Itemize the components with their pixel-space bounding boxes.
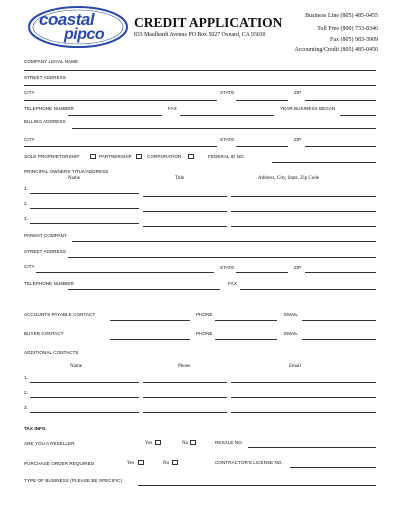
tax-info-heading: TAX INFO.: [24, 426, 47, 431]
owner-1-address[interactable]: [231, 196, 376, 197]
company-logo: [26, 5, 130, 49]
additional-contacts-label: ADDITIONAL CONTACTS: [24, 350, 79, 355]
billing-state-field[interactable]: [236, 146, 288, 147]
buyer-email-label: EMAIL: [284, 331, 299, 336]
contact-3-phone[interactable]: [143, 412, 227, 413]
contact-1-phone[interactable]: [143, 382, 227, 383]
contacts-col-email: Email: [289, 364, 301, 369]
buyer-email-field[interactable]: [302, 339, 376, 340]
parent-state-label: STATE: [220, 265, 235, 270]
city-label: CITY: [24, 90, 35, 95]
fax-label: FAX: [168, 106, 177, 111]
po-no-checkbox[interactable]: [172, 460, 178, 465]
city-field[interactable]: [24, 100, 217, 101]
owners-col-address: Address, City, State, Zip Code: [258, 176, 319, 181]
sole-proprietorship-checkbox[interactable]: [90, 154, 96, 159]
owner-3-title[interactable]: [143, 226, 227, 227]
corporation-label: CORPORATION: [147, 154, 182, 159]
accounting-credit: Accounting/Credit (805) 485-0456: [294, 47, 378, 53]
parent-state-field[interactable]: [236, 272, 288, 273]
contacts-col-name: Name: [70, 364, 82, 369]
buyer-phone-field[interactable]: [215, 339, 277, 340]
parent-street-address-label: STREET ADDRESS: [24, 249, 66, 254]
contact-2-number: 2.: [24, 390, 28, 395]
zip-field[interactable]: [305, 100, 376, 101]
owner-3-number: 3.: [24, 216, 28, 221]
resale-no-label: RESALE NO.: [215, 440, 244, 445]
company-legal-name-label: COMPANY LEGAL NAME: [24, 59, 79, 64]
contact-2-name[interactable]: [30, 397, 139, 398]
federal-id-field[interactable]: [272, 162, 376, 163]
resale-no-field[interactable]: [248, 447, 376, 448]
business-line: Business Line (805) 485-0455: [305, 13, 378, 19]
reseller-no-label: No: [182, 441, 189, 446]
street-address-field[interactable]: [24, 85, 376, 86]
po-required-label: PURCHASE ORDER REQUIRED: [24, 461, 95, 466]
ap-phone-field[interactable]: [215, 320, 277, 321]
contact-3-number: 3.: [24, 405, 28, 410]
po-yes-checkbox[interactable]: [138, 460, 144, 465]
buyer-contact-label: BUYER CONTACT: [24, 331, 64, 336]
street-address-label: STREET ADDRESS: [24, 75, 66, 80]
year-began-label: YEAR BUSINESS BEGAN: [280, 106, 336, 111]
logo-text-pipco: pipco: [64, 26, 105, 43]
parent-city-field[interactable]: [36, 272, 214, 273]
billing-state-label: STATE: [220, 137, 235, 142]
ap-email-label: EMAIL: [284, 312, 299, 317]
buyer-phone-label: PHONE: [196, 331, 213, 336]
reseller-no-checkbox[interactable]: [190, 440, 196, 445]
parent-zip-field[interactable]: [305, 272, 376, 273]
owner-2-number: 2.: [24, 201, 28, 206]
parent-telephone-label: TELEPHONE NUMBER: [24, 281, 74, 286]
fax-number: Fax (805) 983-3909: [330, 37, 378, 43]
po-no-label: No: [163, 461, 170, 466]
owners-col-name: Name: [68, 176, 80, 181]
telephone-field[interactable]: [68, 115, 162, 116]
contact-3-name[interactable]: [30, 412, 139, 413]
type-of-business-label: TYPE OF BUSINESS (PLEASE BE SPECIFIC): [24, 478, 123, 483]
owner-2-address[interactable]: [231, 211, 376, 212]
contractor-license-label: CONTRACTOR'S LICENSE NO.: [215, 460, 283, 465]
owner-1-title[interactable]: [143, 196, 227, 197]
year-began-field[interactable]: [340, 115, 376, 116]
partnership-checkbox[interactable]: [136, 154, 142, 159]
parent-telephone-field[interactable]: [68, 289, 220, 290]
owners-col-title: Title: [175, 176, 185, 181]
company-address: 833 Maulhardt Avenue PO Box 5027 Oxnard, CA 93030: [134, 32, 266, 38]
ap-contact-label: ACCOUNTS PAYABLE CONTACT: [24, 312, 96, 317]
parent-city-label: CITY: [24, 264, 35, 269]
parent-zip-label: ZIP: [294, 265, 302, 270]
partnership-label: PARTNERSHIP: [99, 154, 132, 159]
po-yes-label: Yes: [127, 461, 135, 466]
type-of-business-field[interactable]: [138, 485, 376, 486]
contact-2-email[interactable]: [231, 397, 376, 398]
parent-street-address-field[interactable]: [68, 257, 376, 258]
ap-email-field[interactable]: [302, 320, 376, 321]
corporation-checkbox[interactable]: [188, 154, 194, 159]
buyer-contact-field[interactable]: [110, 339, 190, 340]
ap-phone-label: PHONE: [196, 312, 213, 317]
billing-address-field[interactable]: [72, 128, 376, 129]
toll-free: Toll Free (800) 733-8346: [317, 26, 378, 32]
state-label: STATE: [220, 90, 235, 95]
owner-2-title[interactable]: [143, 211, 227, 212]
parent-company-label: PARENT COMPANY: [24, 233, 68, 238]
owner-1-number: 1.: [24, 186, 28, 191]
owner-2-name[interactable]: [30, 208, 139, 209]
contact-1-email[interactable]: [231, 382, 376, 383]
billing-address-label: BILLING ADDRESS: [24, 119, 66, 124]
parent-company-field[interactable]: [72, 241, 376, 242]
parent-fax-field[interactable]: [240, 289, 376, 290]
reseller-yes-checkbox[interactable]: [155, 440, 161, 445]
federal-id-label: FEDERAL ID NO.: [208, 154, 246, 159]
ap-contact-field[interactable]: [110, 320, 190, 321]
zip-label: ZIP: [294, 90, 302, 95]
owner-3-name[interactable]: [30, 223, 139, 224]
parent-fax-label: FAX: [228, 281, 237, 286]
owner-1-name[interactable]: [30, 193, 139, 194]
contact-2-phone[interactable]: [143, 397, 227, 398]
contact-1-name[interactable]: [30, 382, 139, 383]
contact-3-email[interactable]: [231, 412, 376, 413]
principal-owners-label: PRINCIPAL OWNERS TITLE/ADDRESS: [24, 169, 109, 174]
reseller-yes-label: Yes: [145, 441, 153, 446]
company-legal-name-field[interactable]: [24, 70, 376, 71]
sole-proprietorship-label: SOLE PROPRIETORSHIP: [24, 154, 80, 159]
page-title: CREDIT APPLICATION: [134, 15, 283, 30]
logo-text-coastal: coastal: [39, 10, 95, 29]
billing-city-field[interactable]: [24, 146, 217, 147]
fax-field[interactable]: [180, 115, 274, 116]
contractor-license-field[interactable]: [290, 467, 376, 468]
owner-3-address[interactable]: [231, 226, 376, 227]
billing-zip-label: ZIP: [294, 137, 302, 142]
telephone-label: TELEPHONE NUMBER: [24, 106, 74, 111]
contact-1-number: 1.: [24, 375, 28, 380]
contacts-col-phone: Phone: [178, 364, 191, 369]
reseller-label: ARE YOU A RESELLER: [24, 441, 75, 446]
billing-city-label: CITY: [24, 137, 35, 142]
state-field[interactable]: [236, 100, 288, 101]
billing-zip-field[interactable]: [305, 146, 376, 147]
